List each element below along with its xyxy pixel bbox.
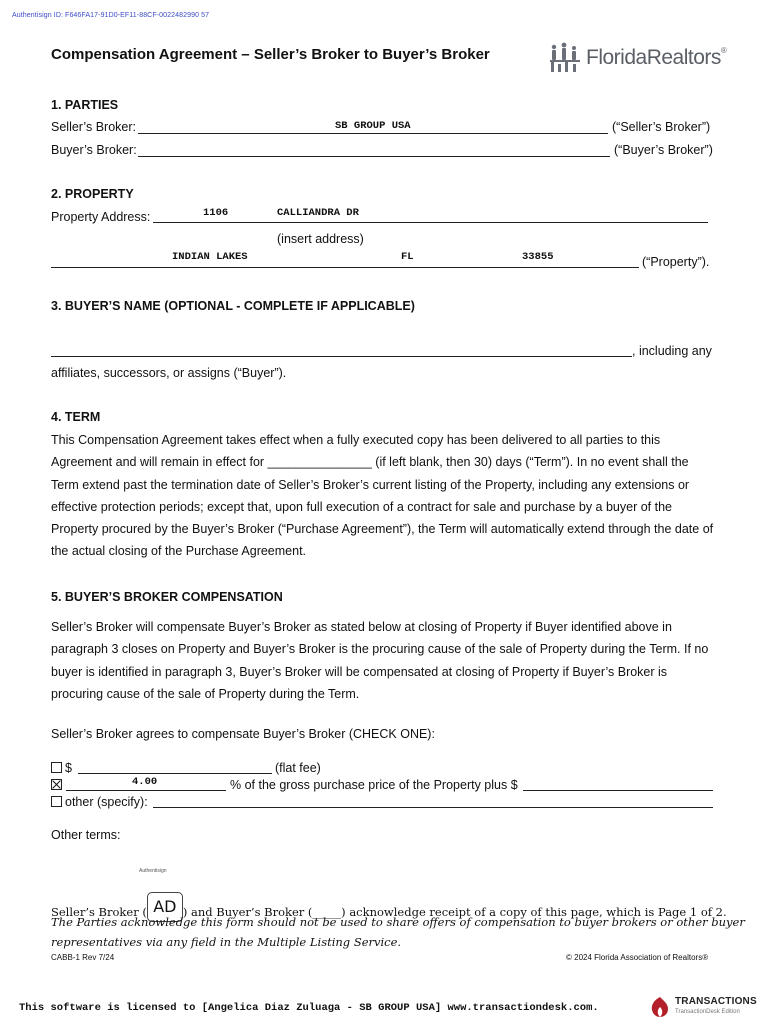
state-field[interactable]: FL — [401, 251, 414, 263]
option-flat-fee — [51, 761, 72, 775]
percent-line — [66, 790, 226, 791]
other-checkbox[interactable] — [51, 796, 62, 807]
buyer-broker-label: Buyer’s Broker: — [51, 143, 137, 157]
flat-fee-line — [78, 773, 272, 774]
seller-broker-line — [138, 133, 608, 134]
transactions-subtitle: TransactionDesk Edition — [675, 1009, 740, 1015]
term-line: Property procured by the Buyer’s Broker (“Purchase Agreement”), the Term will automatically extend through the date of — [51, 522, 714, 537]
flat-fee-suffix: (flat fee) — [275, 761, 321, 775]
form-id: CABB-1 Rev 7/24 — [51, 953, 115, 962]
term-line: Agreement and will remain in effect for _______________ (if left blank, then 30) days (“Term”). In no event shall the — [51, 455, 689, 470]
term-line: the actual closing of the Purchase Agreement. — [51, 544, 307, 559]
street-name-field[interactable]: CALLIANDRA DR — [277, 207, 359, 219]
acknowledge-part2: ) and Buyer’s Broker (_____) acknowledge receipt of a copy of this page, which is Page 1 of 2. — [182, 905, 727, 919]
compensation-line: buyer is identified in paragraph 3, Buyer’s Broker will be compensated at closing of Property if Buyer’s Broker is — [51, 664, 668, 679]
seller-broker-label: Seller’s Broker: — [51, 120, 136, 134]
option-percent — [51, 778, 65, 792]
disclaimer-line-2: representatives via any field in the Multiple Listing Service. — [51, 935, 402, 949]
page-title: Compensation Agreement – Seller’s Broker to Buyer’s Broker — [51, 46, 490, 63]
check-one-instruction: Seller’s Broker agrees to compensate Buyer’s Broker (CHECK ONE): — [51, 727, 435, 741]
zip-field[interactable]: 33855 — [522, 251, 554, 263]
disclaimer-line-1: The Parties acknowledge this form should not be used to share offers of compensation to buyer brokers or other buyer — [51, 915, 745, 929]
city-field[interactable]: INDIAN LAKES — [172, 251, 248, 263]
property-address-label: Property Address: — [51, 210, 151, 224]
section-compensation-heading: 5. BUYER’S BROKER COMPENSATION — [51, 590, 283, 604]
compensation-line: Seller’s Broker will compensate Buyer’s Broker as stated below at closing of Property if Buyer identified above in — [51, 620, 672, 634]
initials-caption: Authentisign — [139, 868, 167, 874]
seller-broker-field[interactable]: SB GROUP USA — [335, 120, 411, 132]
section-parties-heading: 1. PARTIES — [51, 98, 119, 112]
term-line: effective protection periods; except that, upon full execution of a contract for sale and purchase by a buyer of the — [51, 499, 672, 514]
section-property-heading: 2. PROPERTY — [51, 187, 134, 201]
property-city-line — [51, 267, 639, 268]
other-terms-label: Other terms: — [51, 828, 121, 842]
seller-broker-suffix: (“Seller’s Broker”) — [612, 120, 711, 134]
term-line: Term extend past the termination date of Seller’s Broker’s current listing of the Property, including any extensions or — [51, 477, 690, 492]
term-paragraph — [51, 429, 716, 563]
flat-fee-dollar: $ — [65, 761, 72, 775]
percent-checkbox[interactable] — [51, 779, 62, 790]
property-suffix: (“Property”). — [642, 255, 710, 269]
section-buyer-name-heading: 3. BUYER’S NAME (OPTIONAL - COMPLETE IF APPLICABLE) — [51, 299, 415, 313]
buyer-broker-line — [138, 156, 610, 157]
florida-realtors-logo — [548, 42, 726, 74]
logo-wordmark: FloridaRealtors® — [586, 46, 727, 69]
percent-field[interactable]: 4.00 — [132, 776, 158, 788]
property-address-line — [153, 222, 708, 223]
flat-fee-checkbox[interactable] — [51, 762, 62, 773]
compensation-line: paragraph 3 closes on Property and Buyer’s Broker is the procuring cause of the sale of Property during the Term. If no — [51, 642, 709, 657]
authentisign-id: Authentisign ID: F646FA17-91D0-EF11-88CF-0022482990 57 — [12, 12, 210, 19]
compensation-paragraph — [51, 616, 716, 705]
percent-suffix: % of the gross purchase price of the Property plus $ — [230, 778, 518, 792]
license-notice: This software is licensed to [Angelica Diaz Zuluaga - SB GROUP USA] www.transactiondesk.com. — [19, 1002, 599, 1014]
realtors-people-icon — [548, 42, 582, 74]
transactions-brand: TRANSACTIONS — [675, 996, 757, 1007]
transactions-logo — [649, 996, 757, 1018]
buyer-name-line — [51, 356, 632, 357]
street-number-field[interactable]: 1106 — [203, 207, 229, 219]
copyright: © 2024 Florida Association of Realtors® — [566, 953, 709, 962]
buyer-broker-suffix: (“Buyer’s Broker”) — [614, 143, 713, 157]
compensation-line: procuring cause of the sale of Property during the Term. — [51, 686, 360, 701]
transactions-flame-icon — [649, 996, 671, 1018]
other-line — [153, 807, 713, 808]
section-term-heading: 4. TERM — [51, 410, 101, 424]
option-other — [51, 795, 148, 809]
acknowledge-part1: Seller’s Broker ( — [51, 905, 147, 919]
buyer-name-continuation: affiliates, successors, or assigns (“Buyer”). — [51, 366, 287, 380]
seller-initials: AD — [153, 897, 177, 916]
insert-address-hint: (insert address) — [277, 232, 364, 246]
other-label: other (specify): — [65, 795, 148, 809]
buyer-name-suffix: , including any — [632, 344, 712, 358]
percent-plus-line — [523, 790, 713, 791]
term-line: This Compensation Agreement takes effect when a fully executed copy has been delivered to all parties to this — [51, 433, 661, 447]
